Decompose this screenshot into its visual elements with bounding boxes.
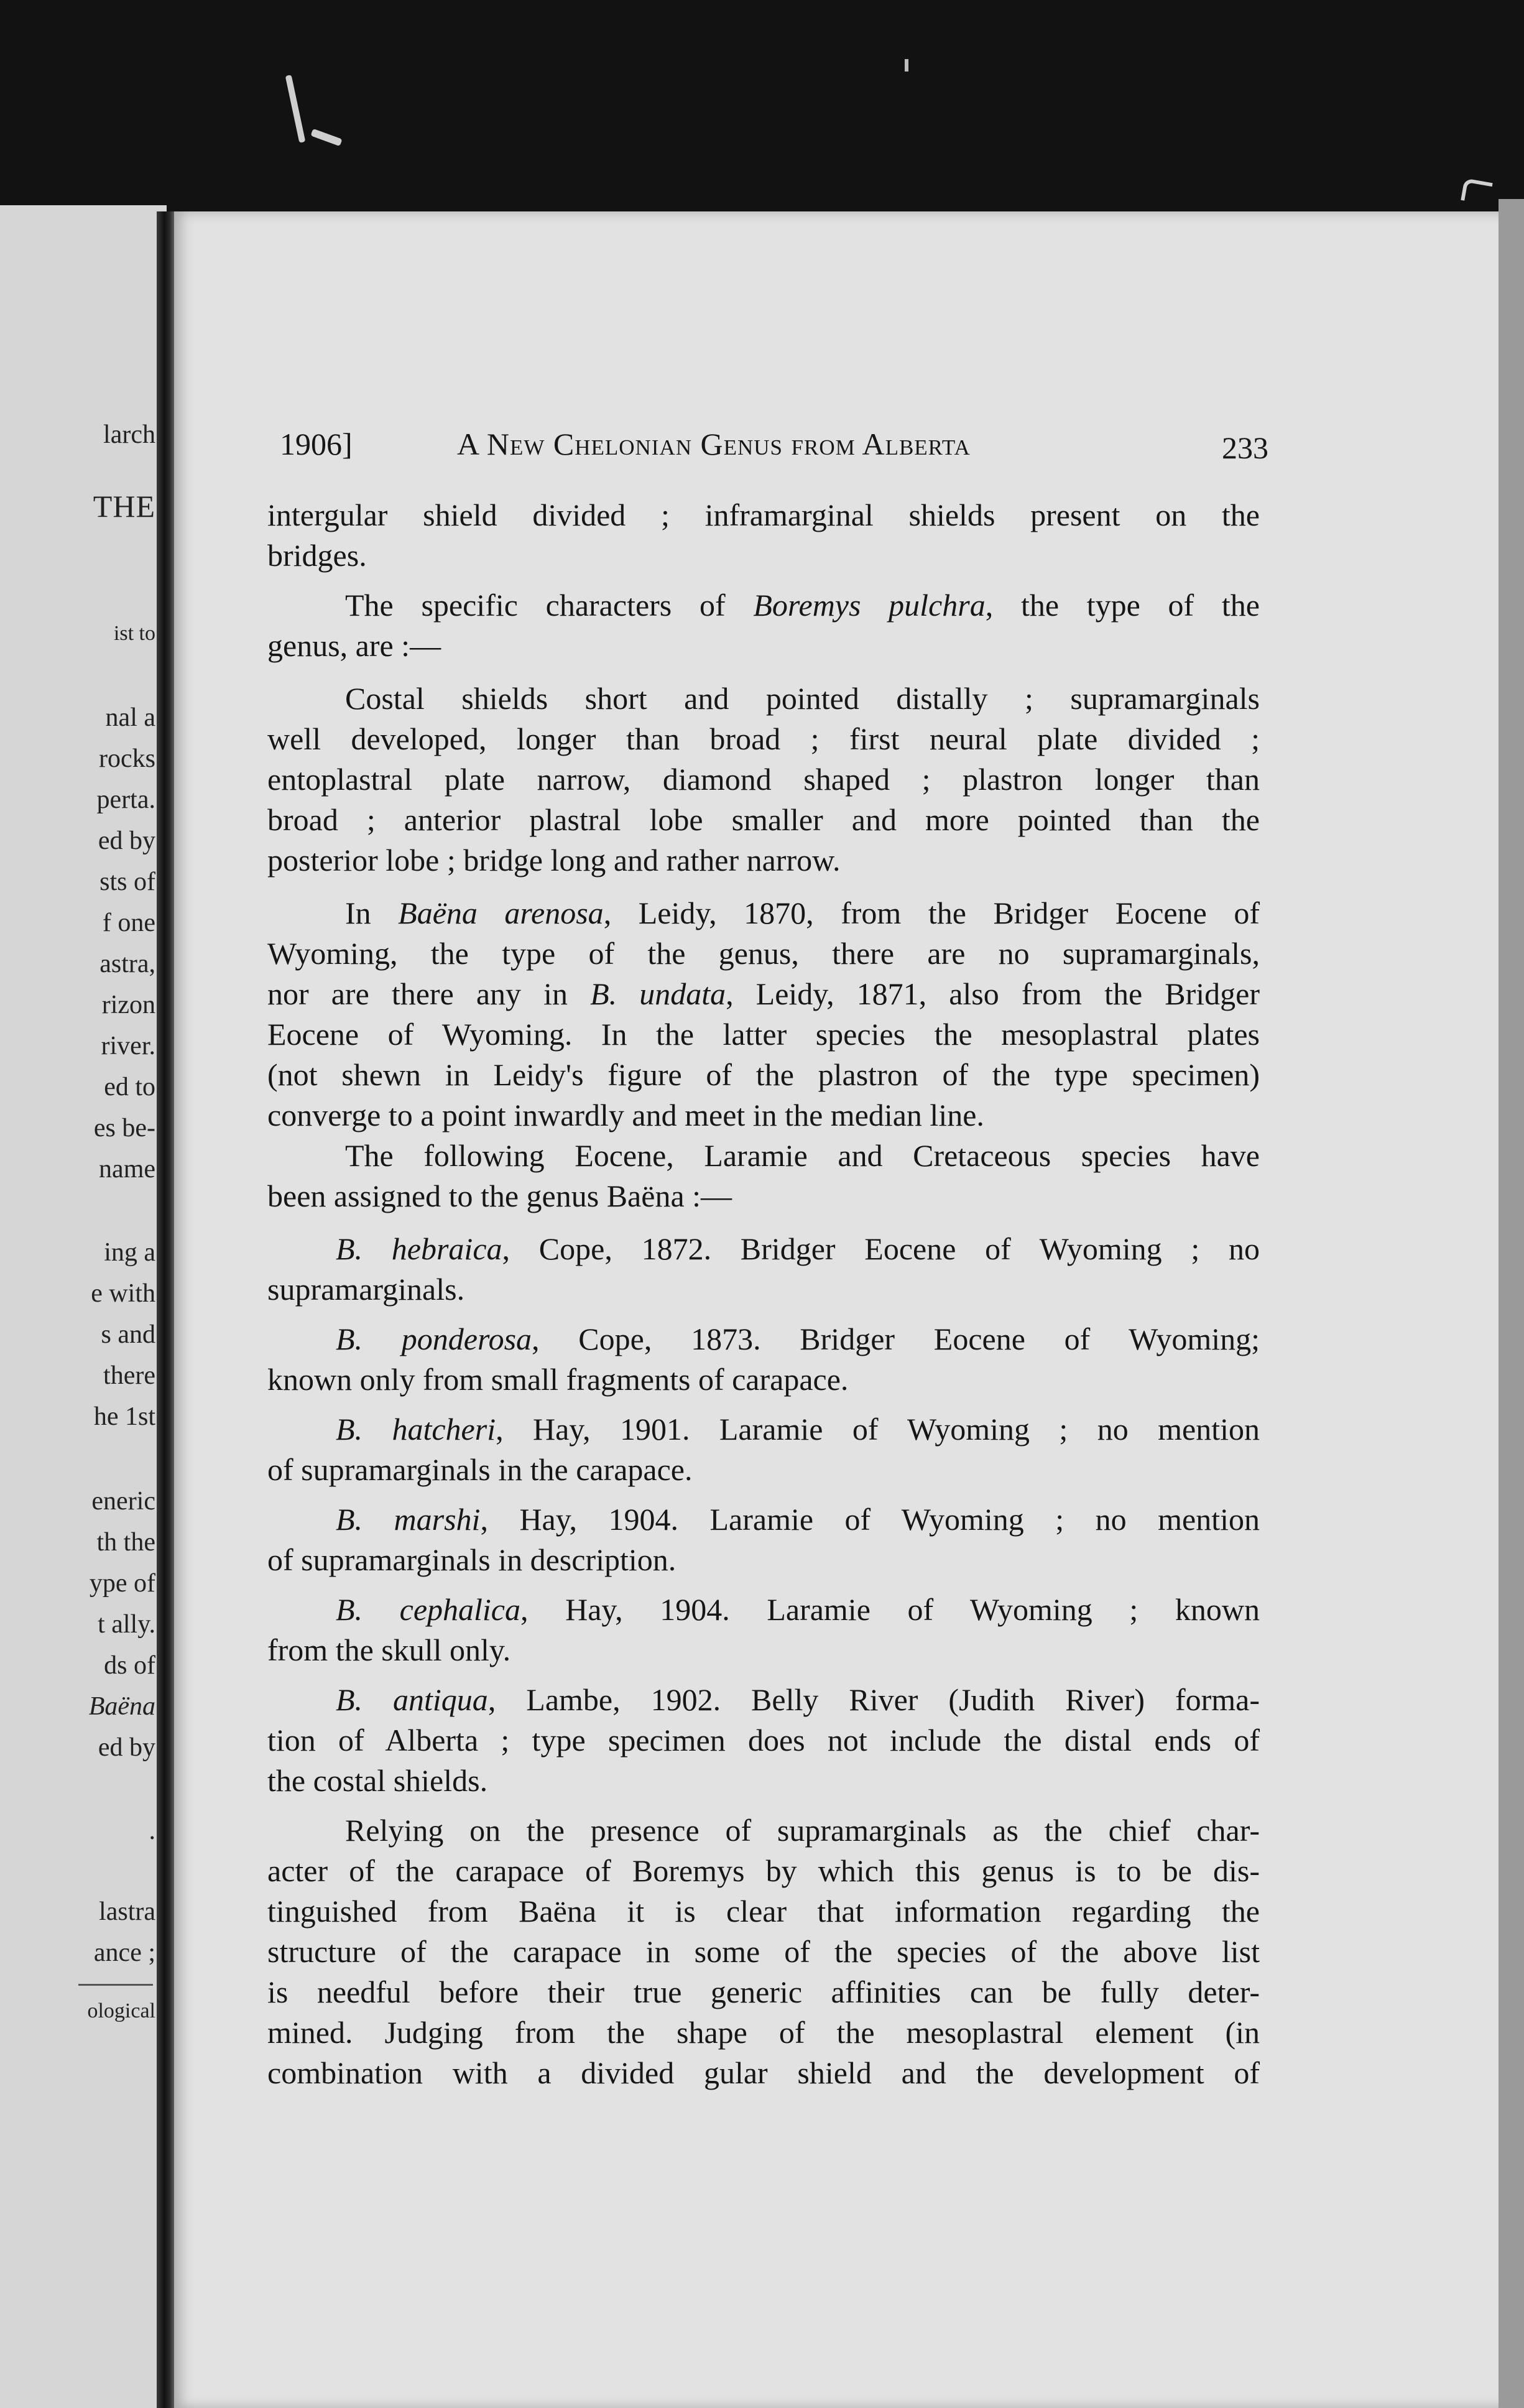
text-line xyxy=(267,1359,1260,1400)
text-line xyxy=(345,1135,1260,1176)
text-line xyxy=(267,799,1260,840)
text-segment: , Hay, 1904. Laramie of Wyoming ; known xyxy=(520,1592,1260,1627)
facing-page-text: Baëna xyxy=(88,1692,155,1721)
text-line xyxy=(336,1589,1260,1630)
species-name: B. undata xyxy=(590,976,726,1011)
text-segment: Relying on the presence of supramarginals as the chief char- xyxy=(345,1813,1260,1848)
running-head xyxy=(280,426,1268,470)
species-name: Boremys pulchra xyxy=(753,588,986,623)
text-line xyxy=(267,1014,1260,1055)
text-line xyxy=(267,535,1260,576)
facing-page-text: perta. xyxy=(96,785,155,814)
facing-page-text: he 1st xyxy=(93,1402,155,1431)
text-line xyxy=(267,718,1260,759)
text-segment: structure of the carapace in some of the species of the above list xyxy=(267,1934,1260,1969)
text-line xyxy=(267,1891,1260,1932)
text-segment: the costal shields. xyxy=(267,1763,488,1798)
text-line xyxy=(336,1409,1260,1450)
text-line xyxy=(345,1810,1260,1851)
species-name: B. antiqua xyxy=(336,1682,488,1717)
facing-page-text: th the xyxy=(96,1528,155,1557)
text-line xyxy=(345,892,1260,933)
facing-page-text: s and xyxy=(101,1320,155,1349)
book-spine xyxy=(157,211,175,2408)
text-line xyxy=(267,759,1260,800)
text-segment: posterior lobe ; bridge long and rather narrow. xyxy=(267,843,841,878)
text-segment: , Cope, 1872. Bridger Eocene of Wyoming ; no xyxy=(502,1231,1260,1266)
species-name: B. ponderosa xyxy=(336,1322,532,1356)
species-name: B. marshi xyxy=(336,1502,481,1537)
footnote-rule xyxy=(78,1984,153,1986)
text-line xyxy=(267,1760,1260,1801)
text-segment: tion of Alberta ; type specimen does not include the distal ends of xyxy=(267,1723,1260,1757)
facing-page-text: THE xyxy=(93,489,155,524)
text-segment: In xyxy=(345,896,399,930)
facing-page-text: nal a xyxy=(105,703,155,732)
text-segment: intergular shield divided ; inframarginal shields present on the xyxy=(267,498,1260,532)
text-segment: , Leidy, 1870, from the Bridger Eocene of xyxy=(603,896,1260,930)
page-edge xyxy=(1499,199,1524,2408)
text-segment: combination with a divided gular shield and the development of xyxy=(267,2055,1260,2090)
text-segment: converge to a point inwardly and meet in the median line. xyxy=(267,1098,984,1132)
text-segment: , Hay, 1901. Laramie of Wyoming ; no mention xyxy=(496,1412,1260,1447)
text-line xyxy=(267,625,1260,666)
page-corner-curl xyxy=(1461,178,1493,205)
facing-page-text: sts of xyxy=(99,868,155,896)
scan-mark xyxy=(905,59,908,72)
facing-page-text: es be- xyxy=(93,1114,155,1142)
text-line xyxy=(267,1269,1260,1310)
text-line xyxy=(267,1850,1260,1891)
text-line xyxy=(267,1629,1260,1670)
facing-page-text: lastra xyxy=(99,1897,155,1926)
text-line xyxy=(267,494,1260,535)
facing-page-text: ed by xyxy=(98,827,155,855)
text-line xyxy=(345,585,1260,626)
text-segment: Eocene of Wyoming. In the latter species the mesoplastral plates xyxy=(267,1017,1260,1052)
facing-page-fragment xyxy=(0,205,167,2408)
facing-page-text: t ally. xyxy=(98,1610,155,1639)
text-segment: well developed, longer than broad ; first neural plate divided ; xyxy=(267,721,1260,756)
species-name: B. hebraica xyxy=(336,1231,502,1266)
text-line xyxy=(336,1228,1260,1269)
facing-page-text: there xyxy=(103,1361,155,1390)
text-segment: supramarginals. xyxy=(267,1272,465,1307)
facing-page-text: river. xyxy=(101,1032,155,1060)
facing-page-text: rocks xyxy=(99,744,155,773)
text-line xyxy=(267,2052,1260,2093)
text-line xyxy=(336,1318,1260,1359)
page-number: 233 xyxy=(1222,430,1268,465)
running-head-year: 1906] xyxy=(280,427,353,461)
text-segment: , Leidy, 1871, also from the Bridger xyxy=(726,976,1260,1011)
facing-page-text: f one xyxy=(102,909,155,937)
text-line xyxy=(345,678,1260,719)
text-segment: nor are there any in xyxy=(267,976,591,1011)
facing-page-text: ds of xyxy=(104,1651,155,1680)
facing-page-text: e with xyxy=(91,1279,155,1308)
text-segment: acter of the carapace of Boremys by which this genus is to be dis- xyxy=(267,1853,1260,1888)
facing-page-text: rizon xyxy=(101,991,155,1019)
text-segment: been assigned to the genus Baëna :— xyxy=(267,1179,732,1213)
facing-page-text: name xyxy=(99,1155,155,1183)
text-segment: known only from small fragments of carapace. xyxy=(267,1362,849,1397)
text-segment: entoplastral plate narrow, diamond shaped ; plastron longer than xyxy=(267,762,1260,797)
text-line xyxy=(267,1720,1260,1761)
text-line xyxy=(267,1095,1260,1136)
facing-page-text: ed to xyxy=(104,1073,155,1101)
text-segment: Costal shields short and pointed distally ; supramarginals xyxy=(345,681,1260,716)
text-segment: of supramarginals in description. xyxy=(267,1542,677,1577)
text-segment: , Cope, 1873. Bridger Eocene of Wyoming; xyxy=(532,1322,1260,1356)
running-head-title: A New Chelonian Genus from Alberta xyxy=(457,427,971,461)
text-segment: bridges. xyxy=(267,538,367,573)
text-line xyxy=(267,1054,1260,1095)
facing-page-text: ological xyxy=(87,1999,155,2022)
species-name: B. hatcheri xyxy=(336,1412,496,1447)
text-segment: tinguished from Baëna it is clear that information regarding the xyxy=(267,1894,1260,1929)
text-segment: is needful before their true generic affinities can be fully deter- xyxy=(267,1975,1260,2009)
text-segment: broad ; anterior plastral lobe smaller and more pointed than the xyxy=(267,802,1260,837)
text-segment: The following Eocene, Laramie and Cretaceous species have xyxy=(345,1138,1260,1173)
text-line xyxy=(267,840,1260,881)
text-line xyxy=(267,1175,1260,1216)
species-name: B. cephalica xyxy=(336,1592,520,1627)
text-line xyxy=(336,1499,1260,1540)
text-line xyxy=(336,1679,1260,1720)
text-segment: , Lambe, 1902. Belly River (Judith River) forma- xyxy=(487,1682,1260,1717)
text-line xyxy=(267,1449,1260,1490)
text-segment: of supramarginals in the carapace. xyxy=(267,1452,693,1487)
facing-page-text: . xyxy=(149,1817,155,1845)
facing-page-text: ance ; xyxy=(93,1938,155,1967)
text-segment: (not shewn in Leidy's figure of the plastron of the type specimen) xyxy=(267,1057,1260,1092)
species-name: Baëna arenosa xyxy=(398,896,604,930)
facing-page-text: ing a xyxy=(104,1238,155,1267)
facing-page-text: larch xyxy=(103,420,155,449)
text-line xyxy=(267,1971,1260,2012)
text-segment: from the skull only. xyxy=(267,1632,511,1667)
text-segment: genus, are :— xyxy=(267,628,441,663)
scan-background xyxy=(0,0,1524,224)
facing-page-text: astra, xyxy=(99,950,155,978)
facing-page-text: ed by xyxy=(98,1733,155,1762)
text-segment: , Hay, 1904. Laramie of Wyoming ; no mention xyxy=(480,1502,1260,1537)
facing-page-text: eneric xyxy=(91,1487,155,1516)
facing-page-text: ist to xyxy=(113,622,155,645)
text-segment: The specific characters of xyxy=(345,588,754,623)
text-segment: mined. Judging from the shape of the mesoplastral element (in xyxy=(267,2015,1260,2050)
text-line xyxy=(267,1931,1260,1972)
text-line xyxy=(267,973,1260,1014)
text-line xyxy=(267,1539,1260,1580)
facing-page-text: ype of xyxy=(89,1569,155,1598)
text-segment: Wyoming, the type of the genus, there are no supramarginals, xyxy=(267,936,1260,971)
text-line xyxy=(267,2012,1260,2053)
text-line xyxy=(267,933,1260,974)
text-segment: , the type of the xyxy=(985,588,1260,623)
